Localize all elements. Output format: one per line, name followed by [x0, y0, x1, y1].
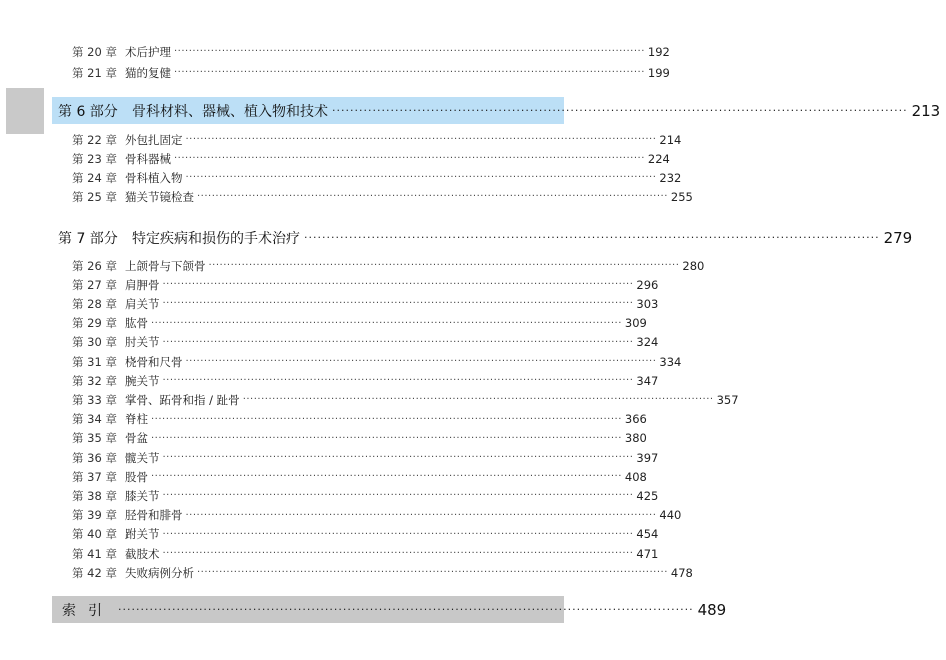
toc-entry[interactable] [72, 544, 659, 563]
dot-leader: ································································································································ [174, 153, 645, 164]
toc-entry[interactable] [72, 390, 739, 409]
chapter-title: 胫骨和腓骨 [125, 508, 183, 523]
chapter-number: 第 28 章 [72, 296, 117, 311]
dot-leader: ································································································································ [174, 46, 645, 57]
page-number: 303 [636, 296, 659, 311]
toc-entry[interactable] [72, 371, 659, 390]
dot-leader: ································································································································ [162, 528, 634, 540]
chapter-number: 第 33 章 [72, 392, 117, 407]
page-number: 471 [636, 546, 659, 561]
chapter-title: 骨盆 [125, 431, 148, 446]
part-title: 特定疾病和损伤的手术治疗 [132, 230, 300, 247]
page-number: 309 [624, 316, 647, 331]
dot-leader: ································································································································ [162, 279, 634, 291]
dot-leader: ································································································································ [151, 317, 622, 329]
dot-leader: ································································································································ [118, 603, 694, 616]
toc-entry[interactable] [72, 275, 659, 294]
chapter-title: 肘关节 [125, 335, 160, 350]
chapter-number: 第 31 章 [72, 354, 117, 369]
page-number: 214 [659, 132, 682, 147]
index-page-number: 489 [697, 600, 727, 619]
chapter-title: 骨科植入物 [125, 170, 183, 185]
page-number: 232 [659, 170, 682, 185]
chapter-title: 截肢术 [125, 546, 160, 561]
toc-entry[interactable] [72, 467, 647, 486]
toc-entry[interactable] [72, 525, 659, 544]
toc-entry[interactable] [72, 563, 693, 582]
chapter-title: 股骨 [125, 469, 148, 484]
dot-leader: ································································································································ [304, 231, 880, 244]
toc-entry[interactable] [72, 42, 670, 61]
page-number: 425 [636, 488, 659, 503]
page-number: 334 [659, 354, 682, 369]
dot-leader: ································································································································ [151, 413, 622, 425]
toc-entry[interactable] [72, 448, 659, 467]
chapter-number: 第 38 章 [72, 488, 117, 503]
chapter-number: 第 26 章 [72, 258, 117, 273]
page-number: 347 [636, 373, 659, 388]
part-7-heading[interactable] [52, 224, 913, 251]
dot-leader: ································································································································ [162, 452, 634, 463]
page-number: 357 [716, 392, 739, 407]
toc-entry[interactable] [72, 486, 659, 505]
dot-leader: ································································································································ [174, 67, 645, 78]
chapter-title: 猫关节镜检查 [125, 189, 194, 204]
chapter-title: 术后护理 [125, 44, 171, 59]
chapter-number: 第 32 章 [72, 373, 117, 388]
chapter-title: 肱骨 [125, 316, 148, 331]
part-page-number: 279 [883, 228, 913, 247]
dot-leader: ································································································································ [162, 490, 634, 502]
dot-leader: ································································································································ [197, 191, 668, 202]
page-number: 380 [624, 431, 647, 446]
page-number: 199 [647, 65, 670, 80]
chapter-title: 肩关节 [125, 296, 160, 311]
chapter-number: 第 22 章 [72, 132, 117, 147]
chapter-title: 骨科器械 [125, 151, 171, 166]
chapter-number: 第 37 章 [72, 469, 117, 484]
chapter-number: 第 23 章 [72, 151, 117, 166]
index-label: 索引 [62, 602, 114, 619]
toc-entry[interactable] [72, 187, 693, 206]
toc-entry[interactable] [72, 429, 647, 448]
chapter-number: 第 36 章 [72, 450, 117, 465]
chapter-title: 肩胛骨 [125, 277, 160, 292]
chapter-title: 膝关节 [125, 488, 160, 503]
dot-leader: ································································································································ [185, 172, 657, 183]
part-page-number: 213 [911, 101, 941, 120]
chapter-number: 第 27 章 [72, 277, 117, 292]
chapter-number: 第 30 章 [72, 335, 117, 350]
dot-leader: ································································································································ [151, 471, 622, 483]
page-number: 192 [647, 44, 670, 59]
chapter-title: 上颌骨与下颌骨 [125, 258, 206, 273]
chapter-number: 第 20 章 [72, 44, 117, 59]
page-number: 366 [624, 412, 647, 427]
chapter-number: 第 21 章 [72, 65, 117, 80]
chapter-title: 桡骨和尺骨 [125, 354, 183, 369]
chapter-title: 跗关节 [125, 527, 160, 542]
page-number: 280 [682, 258, 705, 273]
index-heading[interactable] [52, 596, 727, 623]
dot-leader: ································································································································ [185, 509, 657, 521]
page-number: 397 [636, 450, 659, 465]
toc-entry[interactable] [72, 294, 659, 313]
page-number: 296 [636, 277, 659, 292]
chapter-number: 第 24 章 [72, 170, 117, 185]
page-number: 255 [670, 189, 693, 204]
chapter-title: 失败病例分析 [125, 565, 194, 580]
toc-entry[interactable] [72, 333, 659, 352]
part-label: 第 6 部分 [58, 103, 118, 120]
chapter-number: 第 41 章 [72, 546, 117, 561]
toc-entry[interactable] [72, 410, 647, 429]
chapter-number: 第 42 章 [72, 565, 117, 580]
toc-entry[interactable] [72, 168, 682, 187]
dot-leader: ································································································································ [242, 394, 714, 406]
chapter-title: 髋关节 [125, 450, 160, 465]
chapter-title: 外包扎固定 [125, 132, 183, 147]
dot-leader: ································································································································ [185, 356, 657, 367]
chapter-title: 猫的复健 [125, 65, 171, 80]
chapter-title: 腕关节 [125, 373, 160, 388]
page-number: 408 [624, 469, 647, 484]
toc-entry[interactable] [72, 352, 682, 371]
part-title: 骨科材料、器械、植入物和技术 [132, 103, 328, 120]
chapter-number: 第 29 章 [72, 316, 117, 331]
chapter-title: 脊柱 [125, 412, 148, 427]
dot-leader: ································································································································ [332, 104, 908, 117]
dot-leader: ································································································································ [208, 260, 680, 271]
page-number: 454 [636, 527, 659, 542]
chapter-number: 第 34 章 [72, 412, 117, 427]
chapter-number: 第 39 章 [72, 508, 117, 523]
chapter-number: 第 40 章 [72, 527, 117, 542]
chapter-title: 掌骨、跖骨和指 / 趾骨 [125, 392, 240, 407]
toc-entry[interactable] [72, 506, 682, 525]
dot-leader: ································································································································ [151, 432, 622, 444]
dot-leader: ································································································································ [162, 298, 634, 310]
toc-entry[interactable] [72, 256, 705, 275]
page-number: 224 [647, 151, 670, 166]
toc-entry[interactable] [72, 63, 670, 82]
toc-entry[interactable] [72, 130, 682, 149]
dot-leader: ································································································································ [185, 134, 657, 145]
page-number: 324 [636, 335, 659, 350]
page-number: 440 [659, 508, 682, 523]
toc-entry[interactable] [72, 314, 647, 333]
dot-leader: ································································································································ [162, 548, 634, 559]
chapter-number: 第 25 章 [72, 189, 117, 204]
chapter-number: 第 35 章 [72, 431, 117, 446]
dot-leader: ································································································································ [197, 567, 668, 579]
dot-leader: ································································································································ [162, 375, 634, 387]
toc-entry[interactable] [72, 149, 670, 168]
page-number: 478 [670, 565, 693, 580]
dot-leader: ································································································································ [162, 336, 634, 348]
part-label: 第 7 部分 [58, 230, 118, 247]
part-6-heading[interactable] [52, 97, 941, 124]
